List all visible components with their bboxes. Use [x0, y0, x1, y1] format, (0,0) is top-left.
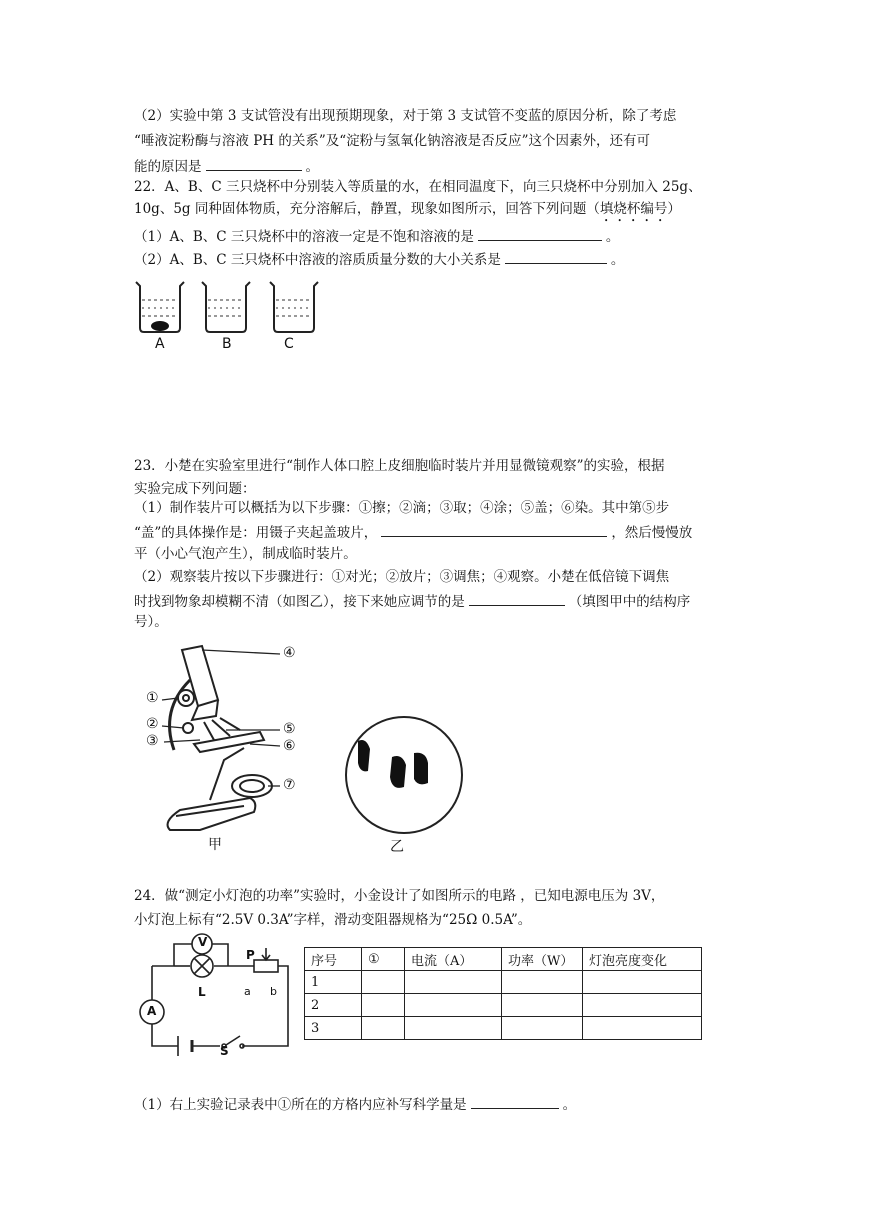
figure-yi-caption: 乙	[390, 839, 404, 855]
field-of-view-figure	[342, 713, 466, 837]
q22-emphasis-text: 填烧杯编号	[599, 201, 668, 217]
q22-stem-text: 10g、5g 同种固体物质，充分溶解后，静置，现象如图所示，回答下列问题（	[134, 201, 600, 217]
table-cell: 2	[305, 994, 362, 1017]
microscope-label-3: ③	[146, 733, 159, 749]
table-cell[interactable]	[583, 1017, 702, 1040]
voltmeter-label: V	[198, 935, 208, 949]
q24-part1	[134, 1094, 576, 1115]
q22-part2-end: 。	[610, 252, 625, 268]
q21-part2-line3	[134, 156, 319, 177]
slider-p-label: P	[246, 948, 255, 962]
lamp-label: L	[198, 985, 206, 999]
table-cell: 3	[305, 1017, 362, 1040]
switch-label: S	[220, 1044, 229, 1058]
beaker-b	[202, 282, 250, 332]
table-cell[interactable]	[502, 994, 583, 1017]
microscope-label-5: ⑤	[283, 721, 296, 737]
q23-part2-line2	[134, 591, 690, 612]
rheostat-a-label: a	[244, 985, 251, 998]
q24-stem-line1: 24．做“测定小灯泡的功率”实验时，小金设计了如图所示的电路 ，已知电源电压为 3V，	[134, 888, 665, 904]
q23-stem-line1: 23．小楚在实验室里进行“制作人体口腔上皮细胞临时装片并用显微镜观察”的实验，根据	[134, 458, 665, 474]
beaker-c	[270, 282, 318, 332]
microscope-label-1: ①	[146, 690, 159, 706]
beaker-a	[136, 282, 184, 332]
table-cell[interactable]	[362, 1017, 405, 1040]
q22-part1-blank[interactable]	[478, 226, 602, 241]
table-header-cell: 序号	[305, 948, 362, 971]
table-cell[interactable]	[502, 1017, 583, 1040]
table-header-cell: 电流（A）	[405, 948, 502, 971]
table-row	[305, 994, 702, 1017]
q24-part1-text: （1）右上实验记录表中①所在的方格内应补写科学量是	[134, 1097, 467, 1113]
table-cell[interactable]	[362, 971, 405, 994]
table-row	[305, 1017, 702, 1040]
q23-part2-blank[interactable]	[469, 591, 565, 606]
microscope-label-4: ④	[283, 645, 296, 661]
q22-part2-blank[interactable]	[505, 249, 607, 264]
q22-part1-end: 。	[605, 229, 620, 245]
beaker-a-label: A	[155, 336, 165, 352]
table-cell[interactable]	[405, 994, 502, 1017]
q22-part1-text: （1）A、B、C 三只烧杯中的溶液一定是不饱和溶液的是	[134, 229, 474, 245]
q23-part2-line1: （2）观察装片按以下步骤进行：①对光；②放片；③调焦；④观察。小楚在低倍镜下调焦	[134, 569, 670, 585]
beaker-c-label: C	[284, 336, 294, 352]
table-cell[interactable]	[362, 994, 405, 1017]
table-cell[interactable]	[583, 994, 702, 1017]
q24-part1-blank[interactable]	[471, 1094, 559, 1109]
q22-part1	[134, 226, 619, 247]
microscope-label-2: ②	[146, 716, 159, 732]
table-header-cell: ①	[362, 948, 405, 971]
rheostat-b-label: b	[270, 985, 277, 998]
beaker-b-label: B	[222, 336, 232, 352]
q21-part2-line1: （2）实验中第 3 支试管没有出现预期现象，对于第 3 支试管不变蓝的原因分析，除了考虑	[134, 108, 677, 124]
table-cell[interactable]	[405, 971, 502, 994]
q21-part2-line2: “唾液淀粉酶与溶液 PH 的关系”及“淀粉与氢氧化钠溶液是否反应”这个因素外，还有可	[134, 133, 651, 149]
q23-part2-text: 时找到物象却模糊不清（如图乙），接下来她应调节的是	[134, 594, 465, 610]
table-cell: 1	[305, 971, 362, 994]
q23-part1-text: “盖”的具体操作是：用镊子夹起盖玻片，	[134, 525, 378, 541]
table-cell[interactable]	[405, 1017, 502, 1040]
q23-stem-line2: 实验完成下列问题：	[134, 481, 256, 497]
q23-part1-line3: 平（小心气泡产生），制成临时装片。	[134, 546, 357, 562]
table-header-cell: 灯泡亮度变化	[583, 948, 702, 971]
q23-part2-line3: 号）。	[134, 614, 168, 630]
q21-part2-text: 能的原因是	[134, 159, 202, 175]
record-table	[304, 947, 702, 1040]
microscope-label-6: ⑥	[283, 738, 296, 754]
figure-jia-caption: 甲	[208, 837, 222, 853]
q22-stem-line1: 22．A、B、C 三只烧杯中分别装入等质量的水，在相同温度下，向三只烧杯中分别加入 25g、	[134, 179, 702, 195]
table-header-cell: 功率（W）	[502, 948, 583, 971]
q22-stem-line2	[134, 199, 681, 225]
table-header-row	[305, 948, 702, 971]
q23-part1-line1: （1）制作装片可以概括为以下步骤：①擦；②滴；③取；④涂；⑤盖；⑥染。其中第⑤步	[134, 500, 670, 516]
table-cell[interactable]	[502, 971, 583, 994]
table-cell[interactable]	[583, 971, 702, 994]
q23-part1-line2	[134, 522, 692, 543]
q22-part2	[134, 249, 624, 270]
q21-answer-blank[interactable]	[206, 156, 302, 171]
q23-part2-cont: （填图甲中的结构序	[568, 594, 691, 610]
ammeter-label: A	[147, 1004, 157, 1018]
q21-part2-end: 。	[305, 159, 319, 175]
q24-part1-end: 。	[562, 1097, 577, 1113]
q22-part2-text: （2）A、B、C 三只烧杯中溶液的溶质质量分数的大小关系是	[134, 252, 501, 268]
q23-part1-cont: ，然后慢慢放	[611, 525, 693, 541]
table-row	[305, 971, 702, 994]
microscope-label-7: ⑦	[283, 777, 296, 793]
q22-stem-end: ）	[667, 201, 681, 217]
q24-stem-line2: 小灯泡上标有“2.5V 0.3A”字样，滑动变阻器规格为“25Ω 0.5A”。	[134, 912, 532, 928]
q23-part1-blank[interactable]	[381, 522, 607, 537]
